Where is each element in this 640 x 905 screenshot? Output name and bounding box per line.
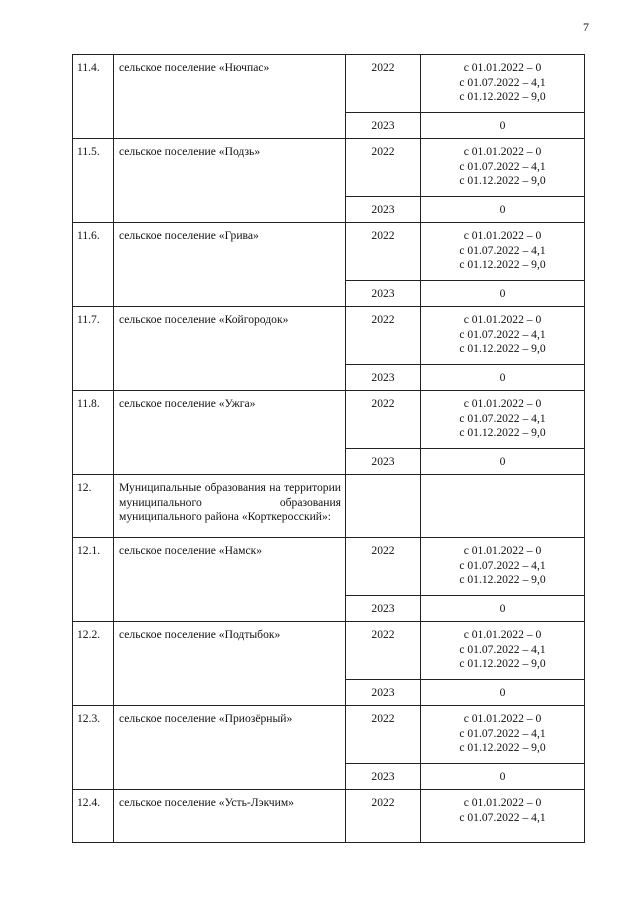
value-line: с 01.01.2022 – 0: [463, 229, 542, 242]
table-row: [73, 139, 585, 197]
value-line: с 01.01.2022 – 0: [463, 712, 542, 725]
value-line: с 01.07.2022 – 4,1: [459, 243, 546, 257]
value-line: с 01.07.2022 – 4,1: [459, 558, 546, 572]
value-line: с 01.12.2022 – 9,0: [459, 741, 546, 755]
table-row: [73, 790, 585, 843]
value-line: с 01.07.2022 – 4,1: [459, 75, 546, 89]
table-body: [73, 55, 585, 843]
table-row: [73, 307, 585, 365]
value-line: с 01.12.2022 – 9,0: [459, 342, 546, 356]
value-line: с 01.12.2022 – 9,0: [459, 573, 546, 587]
year-cell: 2022: [346, 622, 421, 680]
year-cell: 2023: [346, 113, 421, 139]
value-cell: [421, 139, 585, 197]
year-cell: 2022: [346, 391, 421, 449]
settlement-name: сельское поселение «Ужга»: [114, 391, 346, 475]
settlement-name: сельское поселение «Подтыбок»: [114, 622, 346, 706]
value-line: с 01.07.2022 – 4,1: [459, 726, 546, 740]
row-number: 11.5.: [73, 139, 114, 223]
value-line: с 01.07.2022 – 4,1: [459, 411, 546, 425]
table-row: [73, 622, 585, 680]
value-line: с 01.07.2022 – 4,1: [459, 159, 546, 173]
value-line: с 01.12.2022 – 9,0: [459, 258, 546, 272]
row-number: 12.3.: [73, 706, 114, 790]
value-cell: [421, 790, 585, 843]
year-cell: 2022: [346, 790, 421, 843]
year-cell: 2023: [346, 281, 421, 307]
value-line: с 01.01.2022 – 0: [463, 61, 542, 74]
row-number: 12.: [73, 475, 114, 538]
value-line: с 01.01.2022 – 0: [463, 313, 542, 326]
tariff-table: [72, 54, 585, 843]
row-number: 12.4.: [73, 790, 114, 843]
value-cell: 0: [421, 281, 585, 307]
settlement-name: сельское поселение «Намск»: [114, 538, 346, 622]
value-cell: 0: [421, 197, 585, 223]
section-title: Муниципальные образования на территории муниципального образования муниципального района «Корткеросский»:: [114, 475, 346, 538]
year-cell: 2023: [346, 680, 421, 706]
empty-value-cell: [421, 475, 585, 538]
value-cell: 0: [421, 680, 585, 706]
table-row: [73, 538, 585, 596]
value-cell: [421, 706, 585, 764]
row-number: 12.2.: [73, 622, 114, 706]
value-line: с 01.07.2022 – 4,1: [459, 327, 546, 341]
value-line: с 01.01.2022 – 0: [463, 145, 542, 158]
value-cell: [421, 538, 585, 596]
value-line: с 01.12.2022 – 9,0: [459, 657, 546, 671]
table-row: [73, 55, 585, 113]
settlement-name: сельское поселение «Грива»: [114, 223, 346, 307]
value-line: с 01.12.2022 – 9,0: [459, 426, 546, 440]
year-cell: 2022: [346, 55, 421, 113]
year-cell: 2022: [346, 307, 421, 365]
settlement-name: сельское поселение «Усть-Лэкчим»: [114, 790, 346, 843]
table-row: [73, 391, 585, 449]
settlement-name: сельское поселение «Койгородок»: [114, 307, 346, 391]
row-number: 11.6.: [73, 223, 114, 307]
value-cell: [421, 223, 585, 281]
value-line: с 01.01.2022 – 0: [463, 544, 542, 557]
row-number: 11.7.: [73, 307, 114, 391]
year-cell: 2023: [346, 197, 421, 223]
settlement-name: сельское поселение «Приозёрный»: [114, 706, 346, 790]
year-cell: 2023: [346, 596, 421, 622]
settlement-name: сельское поселение «Нючпас»: [114, 55, 346, 139]
row-number: 11.4.: [73, 55, 114, 139]
value-line: с 01.01.2022 – 0: [463, 796, 542, 809]
value-cell: 0: [421, 113, 585, 139]
year-cell: 2022: [346, 139, 421, 197]
year-cell: 2023: [346, 764, 421, 790]
value-cell: [421, 622, 585, 680]
settlement-name: сельское поселение «Подзь»: [114, 139, 346, 223]
value-line: с 01.07.2022 – 4,1: [459, 810, 546, 824]
value-line: с 01.07.2022 – 4,1: [459, 642, 546, 656]
year-cell: 2022: [346, 223, 421, 281]
row-number: 11.8.: [73, 391, 114, 475]
value-line: с 01.01.2022 – 0: [463, 628, 542, 641]
year-cell: 2023: [346, 365, 421, 391]
year-cell: 2022: [346, 706, 421, 764]
table-row: [73, 706, 585, 764]
value-line: с 01.12.2022 – 9,0: [459, 90, 546, 104]
table-row: [73, 223, 585, 281]
value-cell: 0: [421, 365, 585, 391]
page-number: 7: [583, 20, 589, 34]
year-cell: 2023: [346, 449, 421, 475]
year-cell: 2022: [346, 538, 421, 596]
empty-year-cell: [346, 475, 421, 538]
value-line: с 01.12.2022 – 9,0: [459, 174, 546, 188]
value-cell: [421, 307, 585, 365]
value-cell: 0: [421, 764, 585, 790]
value-cell: [421, 391, 585, 449]
row-number: 12.1.: [73, 538, 114, 622]
value-cell: [421, 55, 585, 113]
section-header-row: [73, 475, 585, 538]
value-line: с 01.01.2022 – 0: [463, 397, 542, 410]
value-cell: 0: [421, 449, 585, 475]
value-cell: 0: [421, 596, 585, 622]
